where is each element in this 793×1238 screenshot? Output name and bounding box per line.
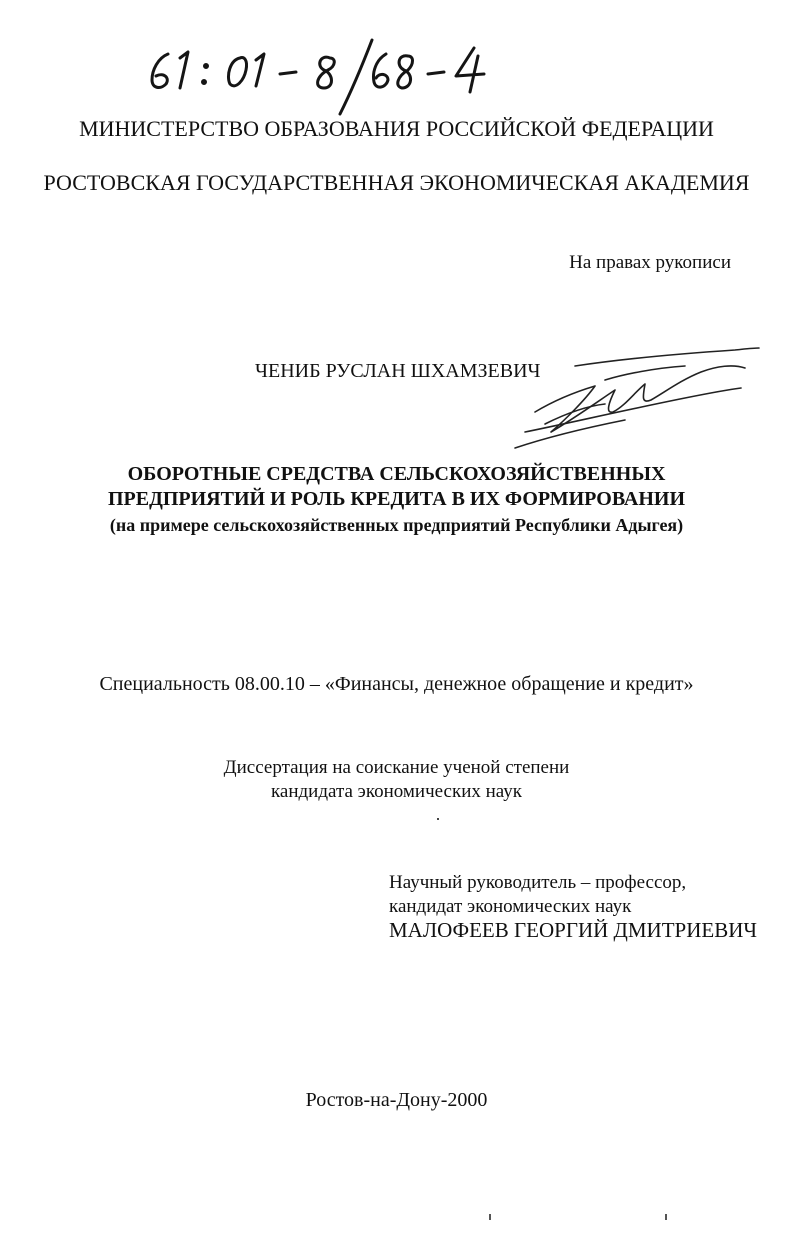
advisor-name: МАЛОФЕЕВ ГЕОРГИЙ ДМИТРИЕВИЧ: [389, 918, 758, 942]
ministry-heading: МИНИСТЕРСТВО ОБРАЗОВАНИЯ РОССИЙСКОЙ ФЕДЕРАЦИИ: [79, 116, 714, 141]
dissertation-degree-line-1: Диссертация на соискание ученой степени: [223, 757, 570, 778]
handwritten-call-number: [140, 36, 520, 118]
thesis-title-line-2: ПРЕДПРИЯТИЙ И РОЛЬ КРЕДИТА В ИХ ФОРМИРОВАНИИ: [107, 488, 686, 510]
author-name: ЧЕНИБ РУСЛАН ШХАМЗЕВИЧ: [255, 360, 541, 382]
author-signature: [505, 340, 765, 460]
advisor-degree: кандидат экономических наук: [389, 896, 632, 917]
city-and-year: Ростов-на-Дону-2000: [305, 1089, 488, 1111]
thesis-subtitle: (на примере сельскохозяйственных предприятий Республики Адыгея): [109, 515, 684, 535]
scan-speck: [437, 818, 439, 820]
academy-heading: РОСТОВСКАЯ ГОСУДАРСТВЕННАЯ ЭКОНОМИЧЕСКАЯ АКАДЕМИЯ: [43, 170, 750, 195]
dissertation-degree-line-2: кандидата экономических наук: [270, 781, 523, 802]
scan-speck: [665, 1214, 667, 1220]
advisor-position: Научный руководитель – профессор,: [389, 872, 687, 893]
call-number: [140, 36, 520, 118]
thesis-title-line-1: ОБОРОТНЫЕ СРЕДСТВА СЕЛЬСКОХОЗЯЙСТВЕННЫХ: [127, 463, 666, 485]
signature-icon: [505, 340, 765, 460]
specialty-line: Специальность 08.00.10 – «Финансы, денежное обращение и кредит»: [99, 673, 694, 695]
manuscript-rights-note: На правах рукописи: [569, 252, 731, 273]
scan-speck: [489, 1214, 491, 1220]
